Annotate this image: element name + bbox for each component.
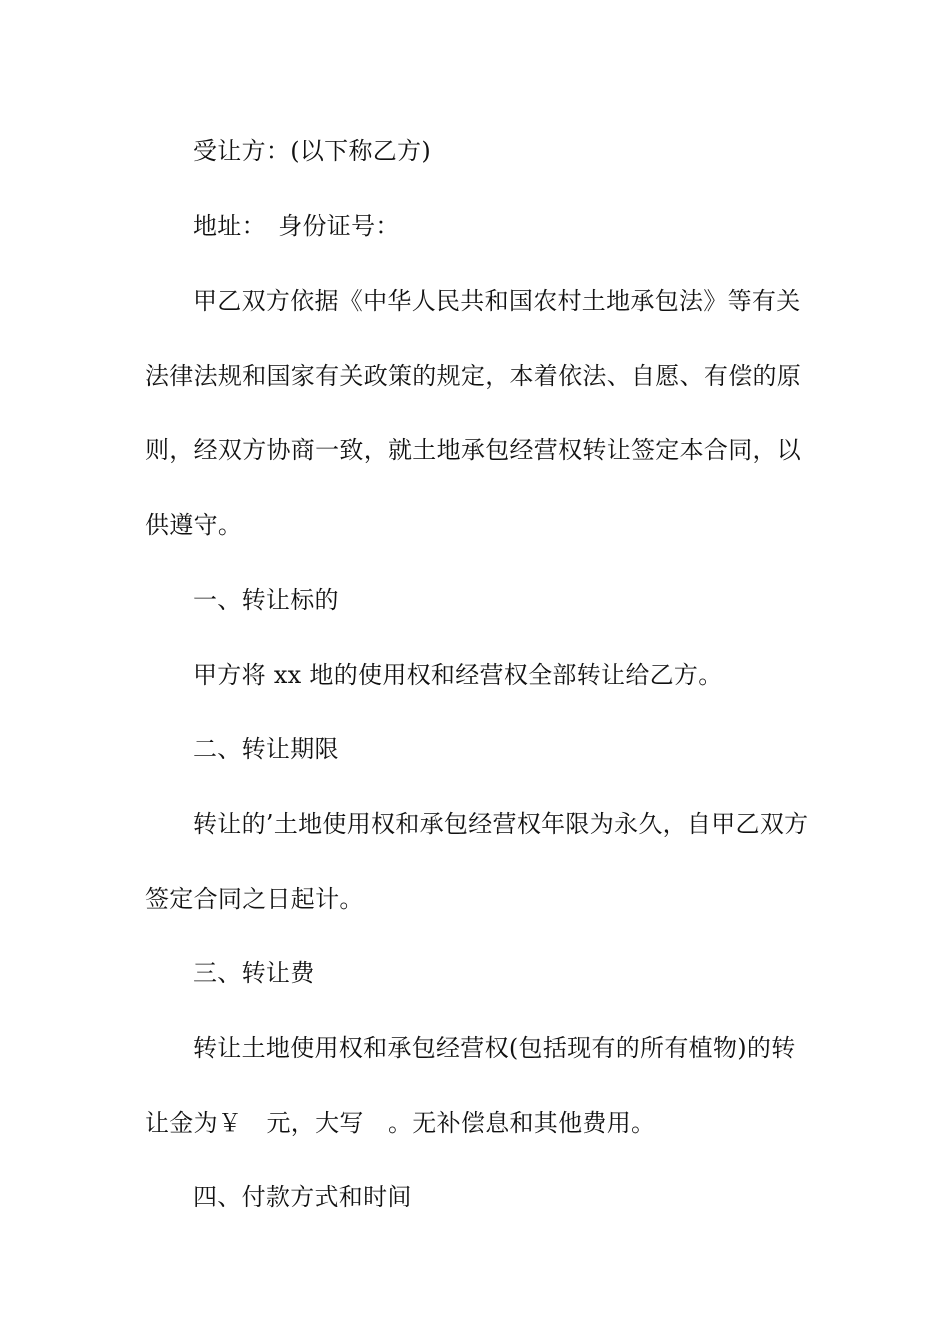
section-3-heading: 三、转让费 xyxy=(193,959,315,987)
preamble-line-1: 甲乙双方依据《中华人民共和国农村土地承包法》等有关 xyxy=(193,287,801,315)
section-2-body-line-1: 转让的’土地使用权和承包经营权年限为永久，自甲乙双方 xyxy=(193,810,809,838)
section-3-body-line-1: 转让土地使用权和承包经营权(包括现有的所有植物)的转 xyxy=(193,1034,796,1062)
section-3-body-line-2: 让金为￥ 元，大写 。无补偿息和其他费用。 xyxy=(145,1109,656,1137)
preamble-line-3: 则，经双方协商一致，就土地承包经营权转让签定本合同，以 xyxy=(145,436,802,464)
section-1-body: 甲方将 xx 地的使用权和经营权全部转让给乙方。 xyxy=(193,661,723,689)
section-2-heading: 二、转让期限 xyxy=(193,735,339,763)
section-4-heading: 四、付款方式和时间 xyxy=(193,1183,412,1211)
section-1-heading: 一、转让标的 xyxy=(193,586,339,614)
preamble-line-2: 法律法规和国家有关政策的规定，本着依法、自愿、有偿的原 xyxy=(145,362,802,390)
preamble-line-4: 供遵守。 xyxy=(145,511,243,539)
address-id-line: 地址： 身份证号： xyxy=(193,212,400,240)
transferee-line: 受让方：(以下称乙方) xyxy=(193,137,432,165)
section-2-body-line-2: 签定合同之日起计。 xyxy=(145,885,364,913)
